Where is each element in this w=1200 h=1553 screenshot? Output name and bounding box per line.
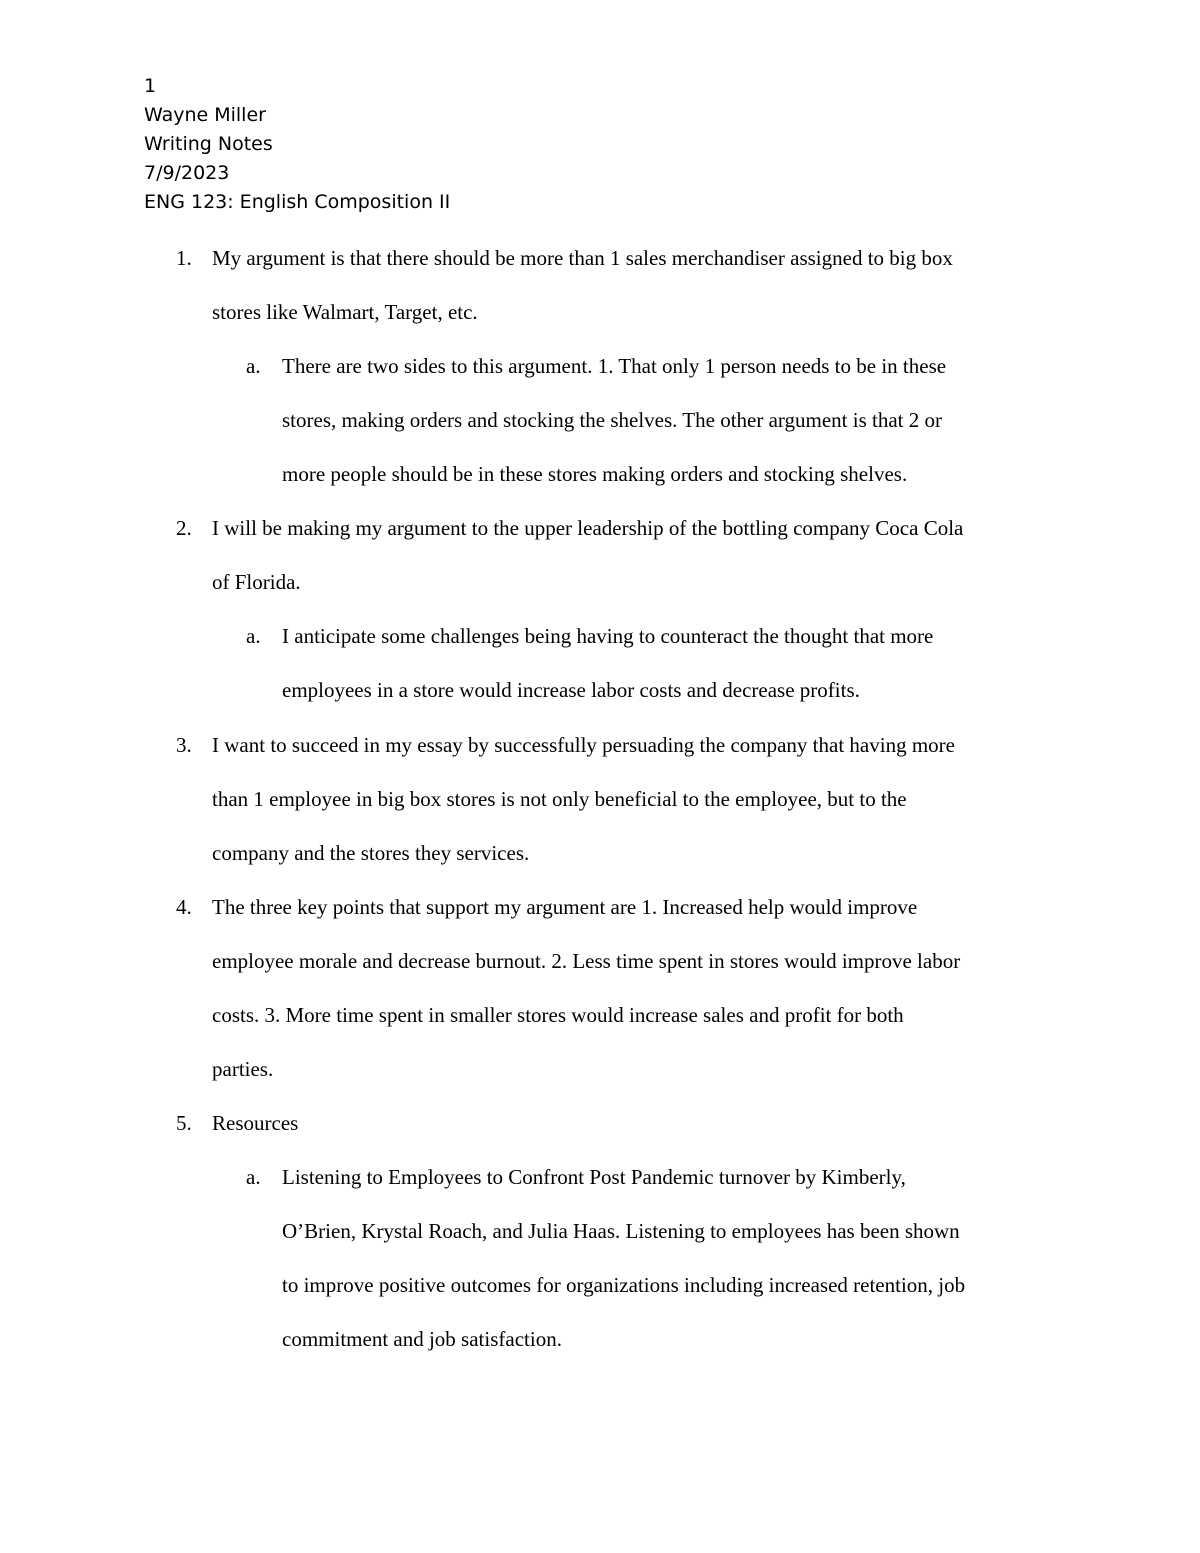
- list-item-line: employee morale and decrease burnout. 2. Less time spent in stores would improve labor: [212, 949, 961, 973]
- sublist-marker: a.: [246, 624, 261, 648]
- sublist-item-line: I anticipate some challenges being having to counteract the thought that more: [282, 624, 934, 648]
- page-number: 1: [144, 75, 157, 97]
- sublist-item-line: more people should be in these stores making orders and stocking shelves.: [282, 462, 908, 486]
- list-item-line: stores like Walmart, Target, etc.: [212, 300, 478, 324]
- sublist-item-line: stores, making orders and stocking the shelves. The other argument is that 2 or: [282, 408, 943, 432]
- sublist-marker: a.: [246, 354, 261, 378]
- sublist-item-line: to improve positive outcomes for organizations including increased retention, job: [282, 1273, 966, 1297]
- list-item-line: than 1 employee in big box stores is not only beneficial to the employee, but to the: [212, 787, 907, 811]
- author-name: Wayne Miller: [144, 104, 266, 126]
- sublist-item-line: There are two sides to this argument. 1. That only 1 person needs to be in these: [282, 354, 947, 378]
- list-item-line: of Florida.: [212, 570, 301, 594]
- sublist-item-line: O’Brien, Krystal Roach, and Julia Haas. Listening to employees has been shown: [282, 1219, 960, 1243]
- list-item-line: costs. 3. More time spent in smaller stores would increase sales and profit for both: [212, 1003, 904, 1027]
- sublist-item-line: Listening to Employees to Confront Post Pandemic turnover by Kimberly,: [282, 1165, 906, 1189]
- sublist-item-line: employees in a store would increase labor costs and decrease profits.: [282, 678, 860, 702]
- list-item-line: I want to succeed in my essay by successfully persuading the company that having more: [212, 733, 955, 757]
- list-marker: 2.: [176, 516, 192, 540]
- document-header: [144, 72, 450, 217]
- list-item-line: The three key points that support my argument are 1. Increased help would improve: [212, 895, 918, 919]
- course-name: ENG 123: English Composition II: [144, 191, 451, 213]
- list-item-line: I will be making my argument to the upper leadership of the bottling company Coca Cola: [212, 516, 964, 540]
- sublist-marker: a.: [246, 1165, 261, 1189]
- list-marker: 1.: [176, 246, 192, 270]
- list-item-line: company and the stores they services.: [212, 841, 530, 865]
- list-item-line: Resources: [212, 1111, 299, 1135]
- sublist-item-line: commitment and job satisfaction.: [282, 1327, 562, 1351]
- list-marker: 5.: [176, 1111, 192, 1135]
- list-item-line: My argument is that there should be more than 1 sales merchandiser assigned to big box: [212, 246, 953, 270]
- document-title: Writing Notes: [144, 133, 273, 155]
- document-date: 7/9/2023: [144, 162, 230, 184]
- list-marker: 3.: [176, 733, 192, 757]
- list-marker: 4.: [176, 895, 192, 919]
- list-item-line: parties.: [212, 1057, 274, 1081]
